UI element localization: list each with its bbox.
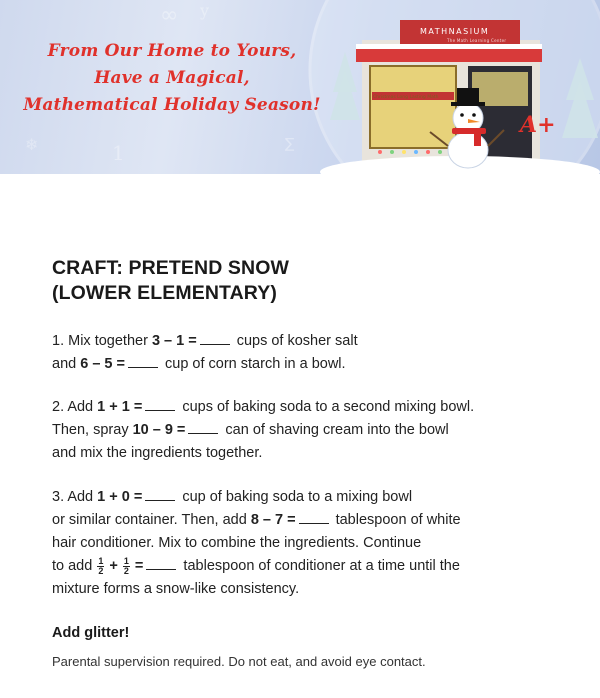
step-3 — [52, 486, 461, 601]
fraction-half — [123, 557, 130, 576]
number-doodle-icon: 1 — [112, 141, 125, 165]
store-sign: MATHNASIUM — [420, 27, 490, 36]
step-line — [52, 555, 461, 578]
step-line — [52, 396, 474, 419]
greeting-line: From Our Home to Yours, — [47, 41, 297, 61]
step-text: mixture forms a snow-like consistency. — [52, 581, 300, 597]
step-text: cups of kosher salt — [232, 333, 358, 349]
step-line — [52, 578, 461, 601]
infinity-doodle-icon: ∞ — [160, 3, 179, 28]
letter-doodle-icon: y — [200, 1, 210, 20]
greeting-line: Have a Magical, — [94, 68, 250, 88]
math-expression: 10 – 9 = — [132, 422, 186, 438]
step-line — [52, 419, 474, 442]
step-text: and mix the ingredients together. — [52, 445, 263, 461]
step-line — [52, 509, 461, 532]
fraction-denominator: 2 — [123, 565, 129, 576]
math-expression: 8 – 7 = — [250, 512, 296, 528]
step-text: Then, spray — [52, 422, 133, 438]
answer-blank — [200, 331, 230, 345]
snowflake-icon: ❄ — [25, 135, 39, 154]
sigma-doodle-icon: ∑ — [285, 136, 295, 152]
safety-note: Parental supervision required. Do not eat, and avoid eye contact. — [52, 654, 426, 669]
answer-blank — [128, 354, 158, 368]
step-line — [52, 486, 461, 509]
glitter-heading: Add glitter! — [52, 625, 130, 641]
step-1 — [52, 330, 358, 376]
title-line: (LOWER ELEMENTARY) — [52, 282, 277, 304]
step-text: tablespoon of conditioner at a time until the — [179, 558, 460, 574]
window-banner-text: Christmas Long Lasting Math — [373, 95, 439, 100]
craft-content — [52, 256, 572, 669]
greeting-line: Mathematical Holiday Season! — [23, 95, 321, 115]
step-text: or similar container. Then, add — [52, 512, 251, 528]
step-text: cup of baking soda to a mixing bowl — [178, 489, 413, 505]
step-2 — [52, 396, 474, 465]
math-operator: + — [105, 558, 122, 574]
step-text: cup of corn starch in a bowl. — [160, 356, 346, 372]
holiday-banner — [0, 0, 600, 174]
answer-blank — [146, 556, 176, 570]
math-operator: = — [130, 558, 144, 574]
step-line — [52, 330, 358, 353]
step-text: tablespoon of white — [331, 512, 461, 528]
step-text: hair conditioner. Mix to combine the ingredients. Continue — [52, 535, 422, 551]
step-text: 2. Add — [52, 399, 98, 415]
answer-blank — [188, 420, 218, 434]
math-expression: 6 – 5 = — [80, 356, 125, 372]
step-text: 3. Add — [52, 489, 98, 505]
fraction-numerator: 1 — [123, 555, 129, 566]
title-line: CRAFT: PRETEND SNOW — [52, 257, 289, 279]
craft-title — [52, 256, 572, 306]
store-subtitle: The Math Learning Center — [447, 38, 507, 43]
step-text: cups of baking soda to a second mixing bowl. — [178, 399, 475, 415]
holiday-greeting — [22, 38, 322, 119]
step-text: can of shaving cream into the bowl — [221, 422, 449, 438]
math-expression: 1 + 0 = — [97, 489, 143, 505]
step-text: 1. Mix together — [52, 333, 152, 349]
math-expression: 1 + 1 = — [97, 399, 143, 415]
answer-blank — [145, 397, 175, 411]
answer-blank — [299, 510, 329, 524]
fraction-numerator: 1 — [98, 555, 104, 566]
step-line — [52, 442, 474, 465]
step-line — [52, 532, 461, 555]
math-expression: 3 – 1 = — [151, 333, 197, 349]
answer-blank — [145, 487, 175, 501]
fraction-denominator: 2 — [98, 565, 104, 576]
fraction-half — [97, 557, 104, 576]
step-text: and — [52, 356, 81, 372]
step-text: to add — [52, 558, 97, 574]
step-line — [52, 353, 358, 376]
a-plus-badge: A+ — [520, 112, 556, 138]
